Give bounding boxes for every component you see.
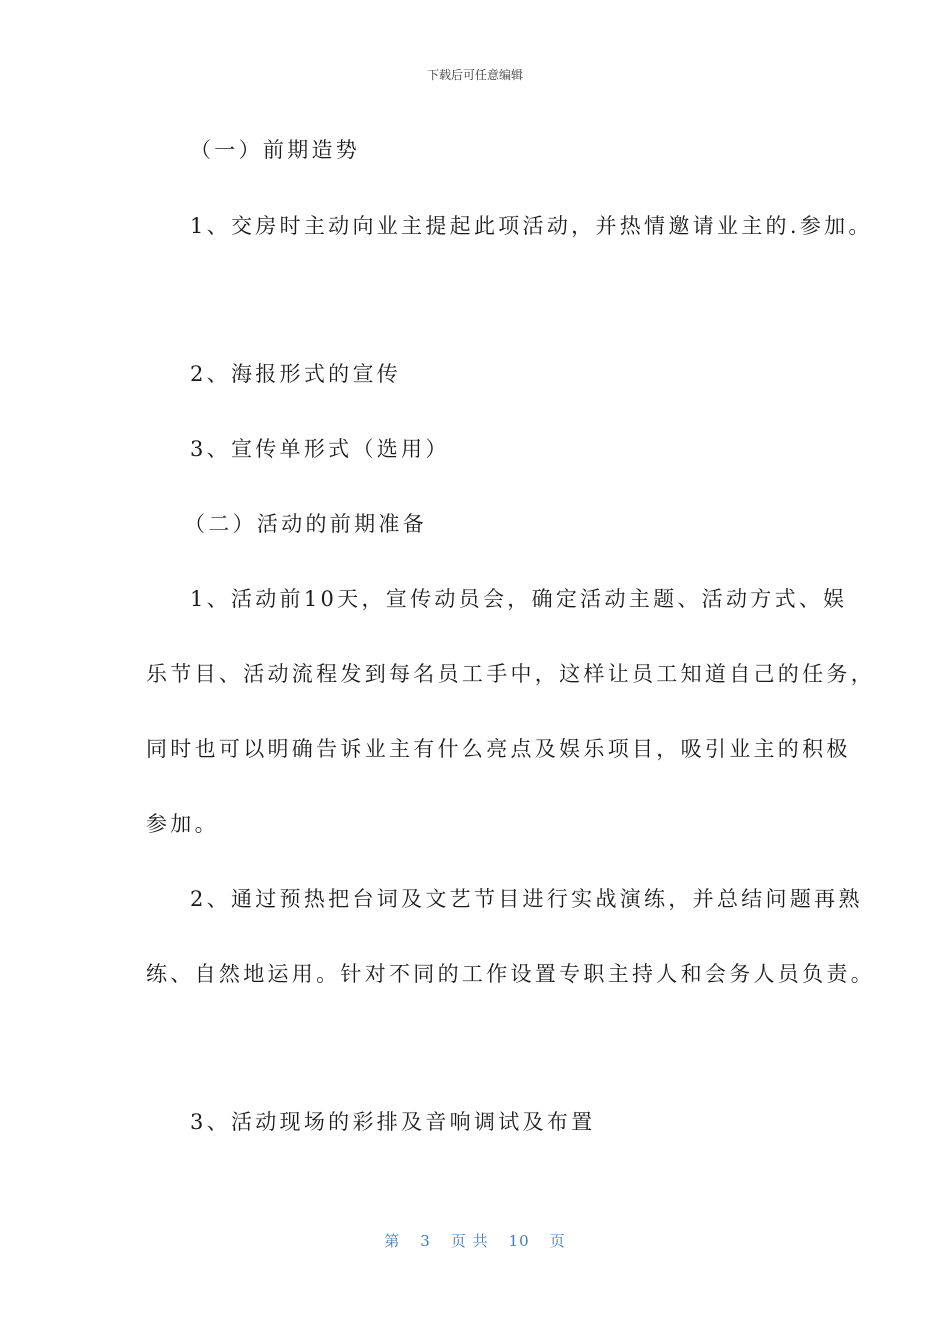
paragraph-item-1-2: 2、海报形式的宣传 [190, 362, 402, 386]
paragraph-item-2-1-line-2: 乐节目、活动流程发到每名员工手中，这样让员工知道自己的任务， [146, 662, 875, 686]
footer-page-number: 3 [420, 1232, 431, 1250]
paragraph-item-1-1: 1、交房时主动向业主提起此项活动，并热情邀请业主的.参加。 [190, 214, 873, 238]
footer-total-pages: 10 [508, 1232, 530, 1250]
paragraph-item-1-3: 3、宣传单形式（选用） [190, 437, 450, 461]
footer-page-prefix: 第 [384, 1232, 401, 1250]
page-footer [0, 1230, 950, 1251]
paragraph-item-2-1-line-3: 同时也可以明确告诉业主有什么亮点及娱乐项目，吸引业主的积极 [146, 737, 851, 761]
paragraph-item-2-2-line-2: 练、自然地运用。针对不同的工作设置专职主持人和会务人员负责。 [146, 962, 875, 986]
footer-page-suffix: 页 [549, 1232, 566, 1250]
page-header: 下载后可任意编辑 [426, 68, 523, 82]
paragraph-item-2-2-line-1: 2、通过预热把台词及文艺节目进行实战演练，并总结问题再熟 [190, 887, 863, 911]
paragraph-item-2-1-line-1: 1、活动前10天，宣传动员会，确定活动主题、活动方式、娱 [190, 587, 848, 611]
paragraph-item-2-3: 3、活动现场的彩排及音响调试及布置 [190, 1110, 596, 1134]
section-heading-preliminary-promotion: （一）前期造势 [190, 138, 361, 162]
section-heading-preparation: （二）活动的前期准备 [184, 512, 427, 536]
footer-page-middle: 页 共 [450, 1232, 489, 1250]
paragraph-item-2-1-line-4: 参加。 [146, 812, 219, 836]
